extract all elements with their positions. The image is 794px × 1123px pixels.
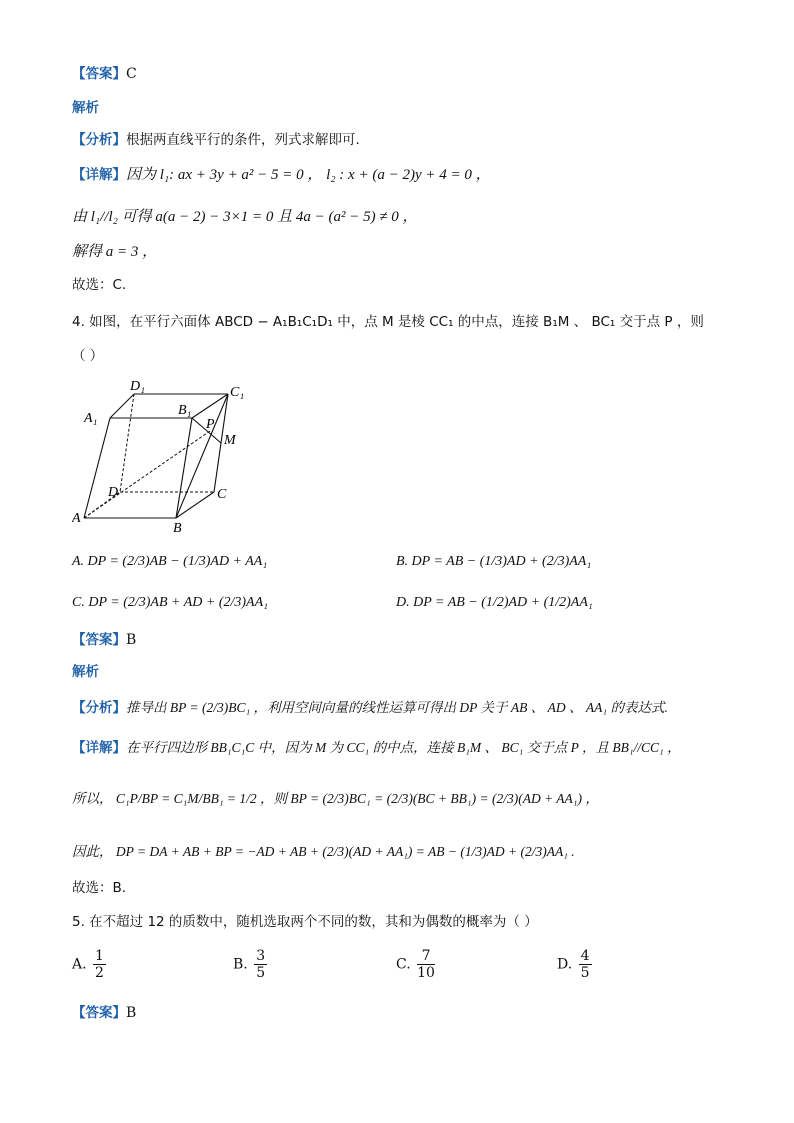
q5-option-b-den: 5 [256, 965, 266, 981]
analysis-tag: 解析 [72, 100, 99, 116]
q3-answer [72, 64, 137, 84]
choose-text: 故选：B. [72, 880, 127, 896]
q4-choose [72, 878, 126, 898]
edge-d1-d [120, 394, 134, 492]
detail-line-1: 在平行四边形 BB₁C₁C 中，因为 M 为 CC₁ 的中点，连接 B₁M 、 BC₁ 交于点 P ，且 BB₁//CC₁ ， [126, 740, 681, 755]
q4-answer [72, 630, 136, 650]
q5-option-b-frac [254, 948, 267, 981]
q5-option-d-num: 4 [580, 948, 590, 964]
answer-tag: 【答案】 [72, 66, 126, 82]
q5-stem [72, 912, 538, 932]
answer-value: B [126, 632, 137, 648]
option-c-text: C. DP = (2/3)AB + AD + (2/3)AA₁ [72, 595, 268, 610]
q5-option-d-label: D. [557, 956, 573, 973]
q5-option-c-num: 7 [417, 948, 435, 965]
q4-option-b[interactable] [396, 552, 591, 572]
q5-option-d-den: 5 [580, 965, 590, 981]
analysis-tag: 解析 [72, 664, 99, 680]
q4-option-c[interactable] [72, 593, 268, 613]
label-a1: A₁ [84, 411, 98, 426]
q4-detail-3 [72, 842, 575, 862]
q3-detail-3 [72, 242, 157, 262]
q5-option-b-num: 3 [256, 948, 266, 964]
edge-b1-b [176, 418, 192, 518]
parallelepiped-figure [72, 374, 262, 534]
answer-value: C [126, 66, 137, 82]
q5-option-c[interactable] [396, 948, 437, 981]
label-a: A [72, 511, 81, 526]
label-d: D [108, 485, 119, 500]
label-p: P [206, 417, 215, 432]
option-d-text: D. DP = AB − (1/2)AD + (1/2)AA₁ [396, 595, 593, 610]
detail-line-3: 解得 a = 3 ， [72, 244, 158, 260]
q5-option-a-den: 2 [95, 965, 104, 981]
q5-stem-text: 5. 在不超过 12 的质数中，随机选取两个不同的数，其和为偶数的概率为（ ） [72, 914, 538, 930]
q3-choose [72, 275, 126, 295]
choose-text: 故选：C. [72, 277, 127, 293]
label-c: C [217, 487, 227, 502]
detail-line-2: 所以， C₁P/BP = C₁M/BB₁ = 1/2 ，则 BP = (2/3)BC₁ = (2/3)(BC + BB₁) = (2/3)(AD + AA₁) ， [72, 791, 599, 806]
q3-analysis-heading [72, 98, 99, 118]
label-d1: D₁ [130, 379, 145, 394]
detail-line-2: 由 l₁//l₂ 可得 a(a − 2) − 3×1 = 0 且 4a − (a² − 5) ≠ 0 ， [72, 209, 418, 225]
fenxi-text: 推导出 BP = (2/3)BC₁ ，利用空间向量的线性运算可得出 DP 关于 AB 、 AD 、 AA₁ 的表达式. [126, 700, 668, 715]
q4-option-d[interactable] [396, 593, 593, 613]
answer-value: B [126, 1005, 137, 1021]
q5-option-c-label: C. [396, 956, 411, 973]
detail-tag: 【详解】 [72, 740, 126, 756]
q5-answer [72, 1003, 136, 1023]
label-m: M [224, 433, 236, 448]
edge-a1-d1 [110, 394, 134, 418]
q4-stem-1 [72, 312, 704, 332]
q5-option-b[interactable] [233, 948, 269, 981]
q4-detail-1 [72, 738, 681, 758]
q5-option-b-label: B. [233, 956, 248, 973]
q4-analysis-heading [72, 662, 99, 682]
label-c1: C₁ [230, 385, 245, 400]
detail-tag: 【详解】 [72, 167, 126, 183]
q3-detail-2 [72, 207, 418, 227]
detail-line-1: 因为 l₁: ax + 3y + a² − 5 = 0 ， l₂ : x + (a − 2)y + 4 = 0 ， [126, 167, 491, 183]
q4-stem-2 [72, 346, 103, 366]
answer-tag: 【答案】 [72, 632, 126, 648]
fenxi-tag: 【分析】 [72, 700, 126, 716]
option-a-text: A. DP = (2/3)AB − (1/3)AD + AA₁ [72, 554, 268, 569]
detail-line-3: 因此， DP = DA + AB + BP = −AD + AB + (2/3)(AD + AA₁) = AB − (1/3)AD + (2/3)AA₁ . [72, 844, 575, 859]
q5-option-c-den: 10 [417, 965, 435, 981]
q4-stem-text: 4. 如图，在平行六面体 ABCD − A₁B₁C₁D₁ 中，点 M 是棱 CC₁ 的中点，连接 B₁M 、 BC₁ 交于点 P ，则 [72, 314, 704, 330]
label-b: B [173, 521, 182, 534]
q4-stem-paren: （ ） [72, 348, 104, 364]
q5-option-d[interactable] [557, 948, 594, 981]
q5-option-a-frac [93, 948, 106, 981]
label-b1: B₁ [178, 403, 192, 418]
q4-option-a[interactable] [72, 552, 267, 572]
fenxi-tag: 【分析】 [72, 132, 126, 148]
q5-option-a[interactable] [72, 948, 108, 981]
option-b-text: B. DP = AB − (1/3)AD + (2/3)AA₁ [396, 554, 592, 569]
q5-option-d-frac [579, 948, 592, 981]
q5-option-a-num: 1 [95, 948, 104, 964]
q4-fenxi [72, 698, 668, 718]
q3-fenxi [72, 130, 360, 150]
fenxi-text: 根据两直线平行的条件，列式求解即可. [126, 132, 360, 148]
answer-tag: 【答案】 [72, 1005, 126, 1021]
q5-option-c-frac [417, 948, 435, 981]
q5-option-a-label: A. [72, 956, 87, 973]
q4-detail-2 [72, 789, 599, 809]
q3-detail-1 [72, 165, 491, 185]
